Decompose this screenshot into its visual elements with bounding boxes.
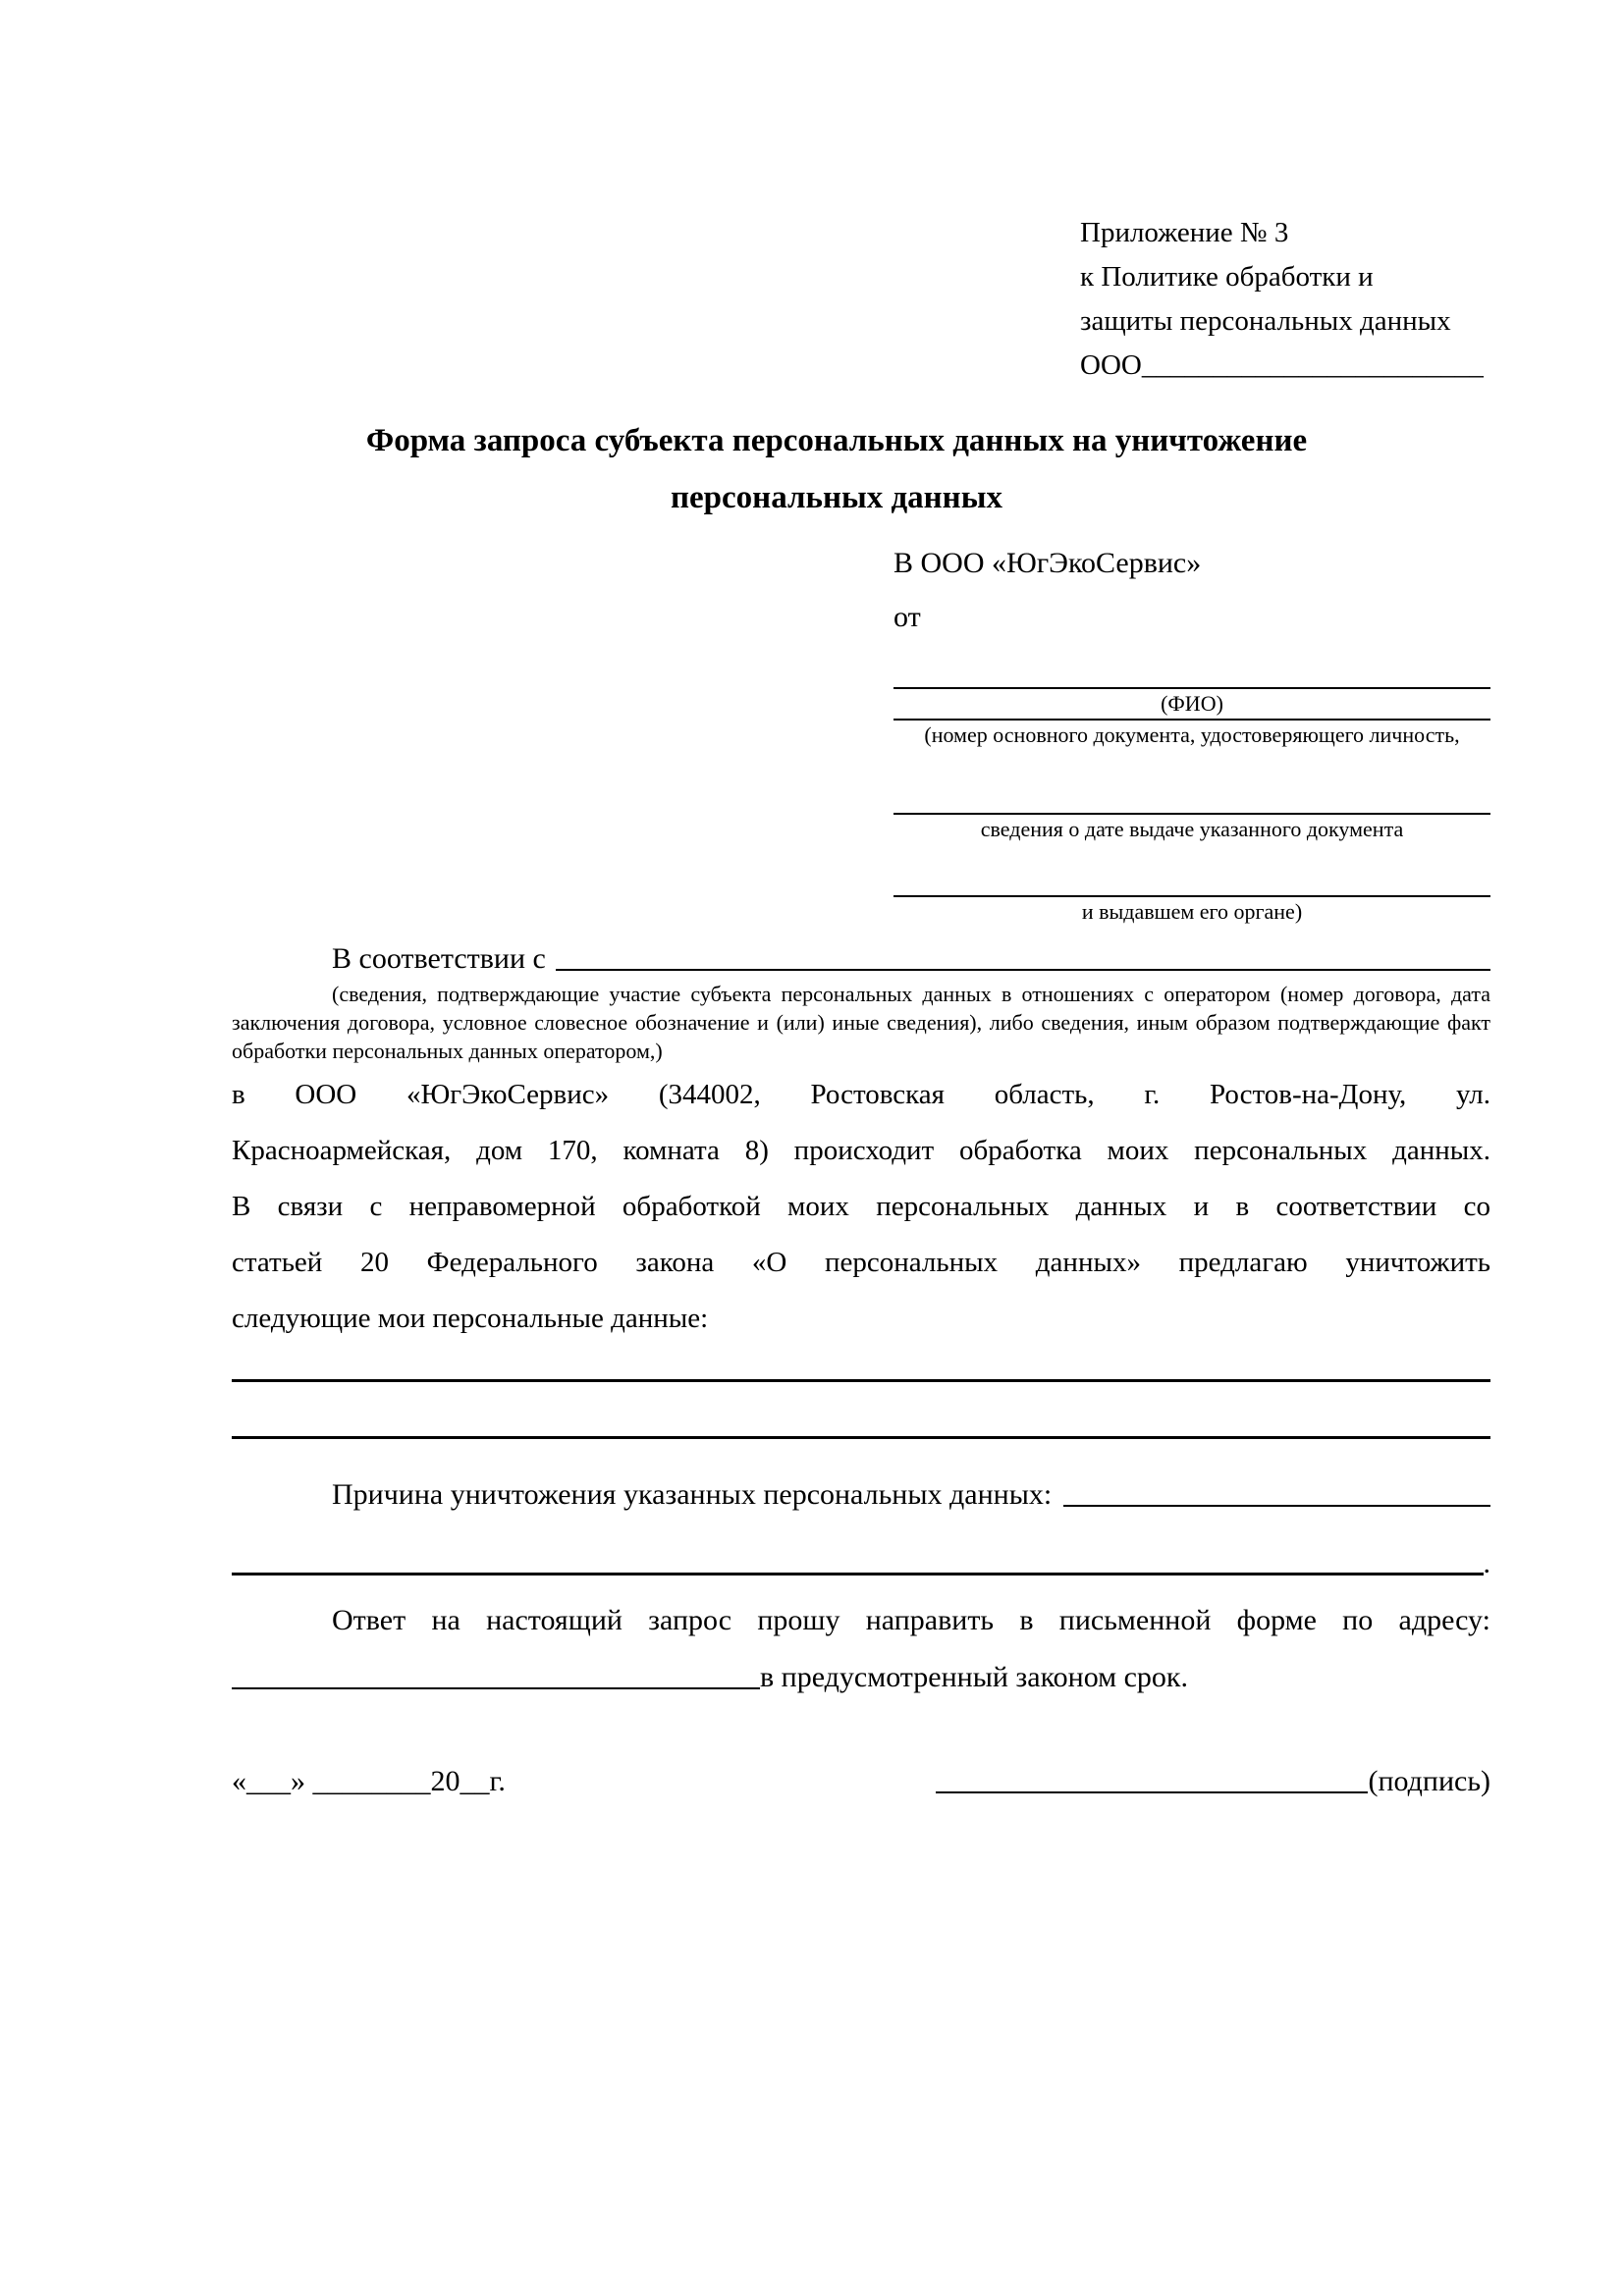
- annex-line: к Политике обработки и: [1080, 261, 1374, 293]
- trailing-period: .: [1483, 1547, 1490, 1579]
- address-blank-line: [232, 1657, 760, 1689]
- signature-blank-line: [936, 1761, 1368, 1793]
- accordance-blank-line: [556, 938, 1490, 971]
- fio-caption: (ФИО): [1161, 691, 1223, 716]
- blank-line-personal-data-2: [232, 1436, 1490, 1439]
- footnote-line: (сведения, подтверждающие участие субъекта персональных данных в отношениях с оператором (номер договора, дата: [332, 982, 1490, 1006]
- signoff-row: [232, 1761, 1490, 1802]
- spacer: [893, 750, 1490, 813]
- form-title-line: персональных данных: [671, 480, 1002, 515]
- annex-line: Приложение № 3: [1080, 217, 1289, 248]
- annex-line: защиты персональных данных: [1080, 305, 1451, 337]
- recipient-from-label: от: [893, 601, 921, 633]
- body-line: В связи с неправомерной обработкой моих персональных данных и в соответствии со: [232, 1191, 1490, 1222]
- annex-note: [1080, 211, 1490, 388]
- spacer: [893, 644, 1490, 687]
- date-blank-line: «___» ________20__г.: [232, 1765, 506, 1797]
- issuer-caption: и выдавшем его органе): [1081, 899, 1303, 924]
- recipient-block: [893, 536, 1490, 927]
- body-paragraph: [232, 1067, 1490, 1347]
- recipient-to: В ООО «ЮгЭкоСервис»: [893, 547, 1202, 579]
- annex-company-blank-line: ООО________________________: [1080, 349, 1484, 381]
- footnote-line: обработки персональных данных оператором,): [232, 1039, 663, 1063]
- blank-line-personal-data-1: [232, 1379, 1490, 1382]
- signature-group: [936, 1761, 1490, 1802]
- reason-continuation-blank: [232, 1543, 1484, 1575]
- body-line: в ООО «ЮгЭкоСервис» (344002, Ростовская область, г. Ростов-на-Дону, ул.: [232, 1079, 1490, 1110]
- answer-tail-text: в предусмотренный законом срок.: [760, 1661, 1188, 1693]
- form-title-line: Форма запроса субъекта персональных данных на уничтожение: [365, 423, 1308, 458]
- footnote-line: заключения договора, условное словесное обозначение и (или) иные сведения), либо сведения, иным образом подтверждающие факт: [232, 1010, 1490, 1035]
- form-title: [183, 412, 1490, 526]
- signature-caption: (подпись): [1368, 1765, 1490, 1797]
- issue-date-caption: сведения о дате выдаче указанного документа: [980, 817, 1404, 841]
- reason-label: Причина уничтожения указанных персональных данных:: [332, 1478, 1053, 1511]
- reason-line: [232, 1474, 1490, 1516]
- body-line: статьей 20 Федерального закона «О персональных данных» предлагаю уничтожить: [232, 1247, 1490, 1278]
- doc-number-caption: (номер основного документа, удостоверяющего личность,: [924, 722, 1460, 747]
- body-line: Красноармейская, дом 170, комната 8) происходит обработка моих персональных данных.: [232, 1135, 1490, 1166]
- reason-blank-line: [1063, 1474, 1490, 1507]
- accordance-lead: В соответствии с: [332, 942, 546, 975]
- answer-tail-line: [232, 1657, 1490, 1698]
- answer-sentence: Ответ на настоящий запрос прошу направить в письменной форме по адресу:: [332, 1604, 1490, 1636]
- body-line: следующие мои персональные данные:: [232, 1303, 709, 1334]
- accordance-line: [232, 938, 1490, 980]
- footnote-paragraph: [232, 980, 1490, 1065]
- reason-continuation-line: [232, 1543, 1490, 1584]
- spacer: [893, 844, 1490, 895]
